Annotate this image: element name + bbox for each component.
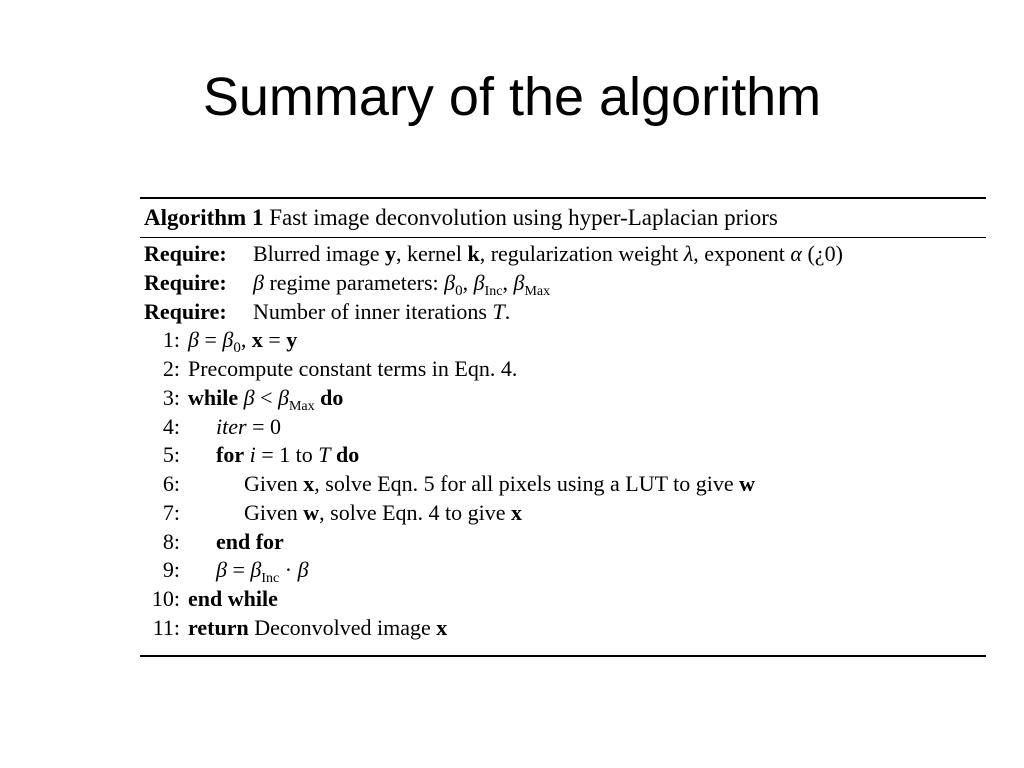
bottom-rule	[140, 655, 986, 657]
line-number: 8:	[162, 528, 180, 554]
require-text: Blurred image y, kernel k, regularization weight λ, exponent α (¿0)	[253, 241, 843, 266]
line-text: $\beta = \beta_0$, x = y	[188, 327, 298, 357]
line-number: 2:	[162, 356, 180, 381]
algorithm-box	[140, 197, 986, 657]
require-line-1	[140, 240, 986, 269]
line-number: 9:	[162, 557, 180, 583]
require-line-2	[140, 269, 986, 298]
line-text: end while	[188, 586, 278, 611]
line-number: 4:	[162, 413, 180, 439]
line-text: return Deconvolved image x	[188, 614, 448, 640]
algorithm-line-2	[140, 355, 986, 384]
require-text: β regime parameters: $\beta_0$, $\beta_{Inc}$, $\beta_{Max}$	[253, 269, 551, 299]
algorithm-caption	[140, 199, 986, 237]
require-label: Require:	[144, 241, 227, 266]
algorithm-line-4	[140, 413, 986, 442]
algorithm-line-10	[140, 585, 986, 614]
line-number: 3:	[162, 384, 180, 410]
algorithm-lines	[140, 238, 986, 643]
line-text: for i = 1 to T do	[216, 442, 360, 468]
require-text: Number of inner iterations T.	[253, 298, 511, 324]
require-label: Require:	[144, 269, 227, 295]
line-text: end for	[216, 528, 284, 554]
require-label: Require:	[144, 298, 227, 324]
algorithm-line-11	[140, 614, 986, 643]
algorithm-line-7	[140, 499, 986, 528]
line-number: 5:	[162, 442, 180, 468]
algorithm-line-5	[140, 441, 986, 470]
line-text: iter = 0	[216, 413, 281, 439]
algorithm-line-1	[140, 326, 986, 355]
algorithm-label: Algorithm 1	[144, 205, 264, 230]
line-text: Given x, solve Eqn. 5 for all pixels using a LUT to give w	[244, 471, 756, 496]
line-number: 7:	[162, 499, 180, 525]
slide-title: Summary of the algorithm	[202, 67, 822, 127]
line-number: 10:	[151, 586, 180, 611]
line-number: 6:	[162, 471, 180, 496]
algorithm-line-9	[140, 556, 986, 585]
line-text: while $\beta < \beta_{Max}$ do	[188, 384, 344, 414]
line-number: 1:	[162, 327, 180, 353]
algorithm-caption-text: Fast image deconvolution using hyper-Laplacian priors	[269, 205, 778, 230]
algorithm-line-3	[140, 384, 986, 413]
algorithm-line-6	[140, 470, 986, 499]
require-line-3	[140, 298, 986, 327]
line-text: Given w, solve Eqn. 4 to give x	[244, 499, 523, 525]
algorithm-line-8	[140, 528, 986, 557]
line-number: 11:	[152, 614, 180, 640]
line-text: Precompute constant terms in Eqn. 4.	[188, 356, 518, 381]
line-text: $\beta = \beta_{Inc} \cdot \beta$	[216, 557, 309, 587]
